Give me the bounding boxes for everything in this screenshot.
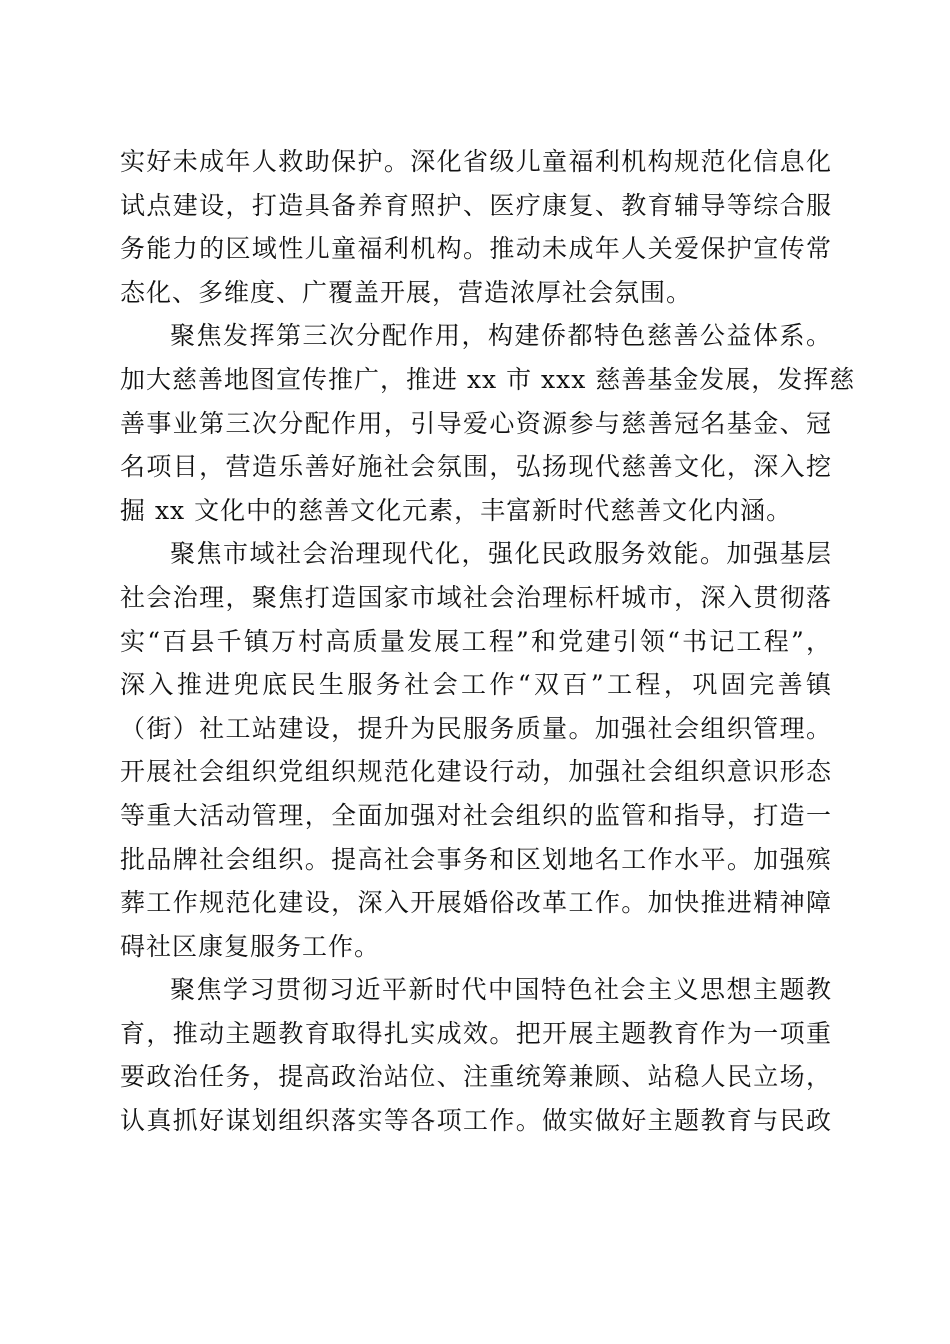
paragraph-social-governance <box>120 532 832 968</box>
text-line: 开展社会组织党组织规范化建设行动，加强社会组织意识形态 <box>120 757 832 787</box>
paragraph-theme-education <box>120 968 832 1142</box>
text-line: 加大慈善地图宣传推广，推进 xx 市 xxx 慈善基金发展，发挥慈 <box>120 364 856 394</box>
paragraph-child-protection <box>120 140 832 314</box>
paragraph-charity <box>120 314 856 532</box>
text-line: 社会治理，聚焦打造国家市域社会治理标杆城市，深入贯彻落 <box>120 582 832 612</box>
text-line: 要政治任务，提高政治站位、注重统筹兼顾、站稳人民立场， <box>120 1062 832 1092</box>
text-line: 葬工作规范化建设，深入开展婚俗改革工作。加快推进精神障 <box>120 888 832 918</box>
text-line: 掘 xx 文化中的慈善文化元素，丰富新时代慈善文化内涵。 <box>120 495 793 525</box>
text-line: 善事业第三次分配作用，引导爱心资源参与慈善冠名基金、冠 <box>120 408 832 438</box>
text-line: 名项目，营造乐善好施社会氛围，弘扬现代慈善文化，深入挖 <box>120 452 832 482</box>
text-line: 实“百县千镇万村高质量发展工程”和党建引领“书记工程”， <box>120 626 832 656</box>
text-line: （街）社工站建设，提升为民服务质量。加强社会组织管理。 <box>120 713 832 743</box>
document-body <box>120 140 856 1143</box>
text-line: 等重大活动管理，全面加强对社会组织的监管和指导，打造一 <box>120 800 832 830</box>
text-line: 碍社区康复服务工作。 <box>120 931 381 961</box>
text-line: 聚焦市域社会治理现代化，强化民政服务效能。加强基层 <box>170 539 832 569</box>
text-line: 务能力的区域性儿童福利机构。推动未成年人关爱保护宣传常 <box>120 234 832 264</box>
text-line: 育，推动主题教育取得扎实成效。把开展主题教育作为一项重 <box>120 1018 832 1048</box>
text-line: 试点建设，打造具备养育照护、医疗康复、教育辅导等综合服 <box>120 190 832 220</box>
text-line: 批品牌社会组织。提高社会事务和区划地名工作水平。加强殡 <box>120 844 832 874</box>
text-line: 态化、多维度、广覆盖开展，营造浓厚社会氛围。 <box>120 277 693 307</box>
text-line: 聚焦学习贯彻习近平新时代中国特色社会主义思想主题教 <box>170 975 832 1005</box>
text-line: 实好未成年人救助保护。深化省级儿童福利机构规范化信息化 <box>120 147 832 176</box>
text-line: 认真抓好谋划组织落实等各项工作。做实做好主题教育与民政 <box>120 1106 832 1136</box>
text-line: 聚焦发挥第三次分配作用，构建侨都特色慈善公益体系。 <box>170 321 832 351</box>
text-line: 深入推进兜底民生服务社会工作“双百”工程，巩固完善镇 <box>120 670 832 700</box>
